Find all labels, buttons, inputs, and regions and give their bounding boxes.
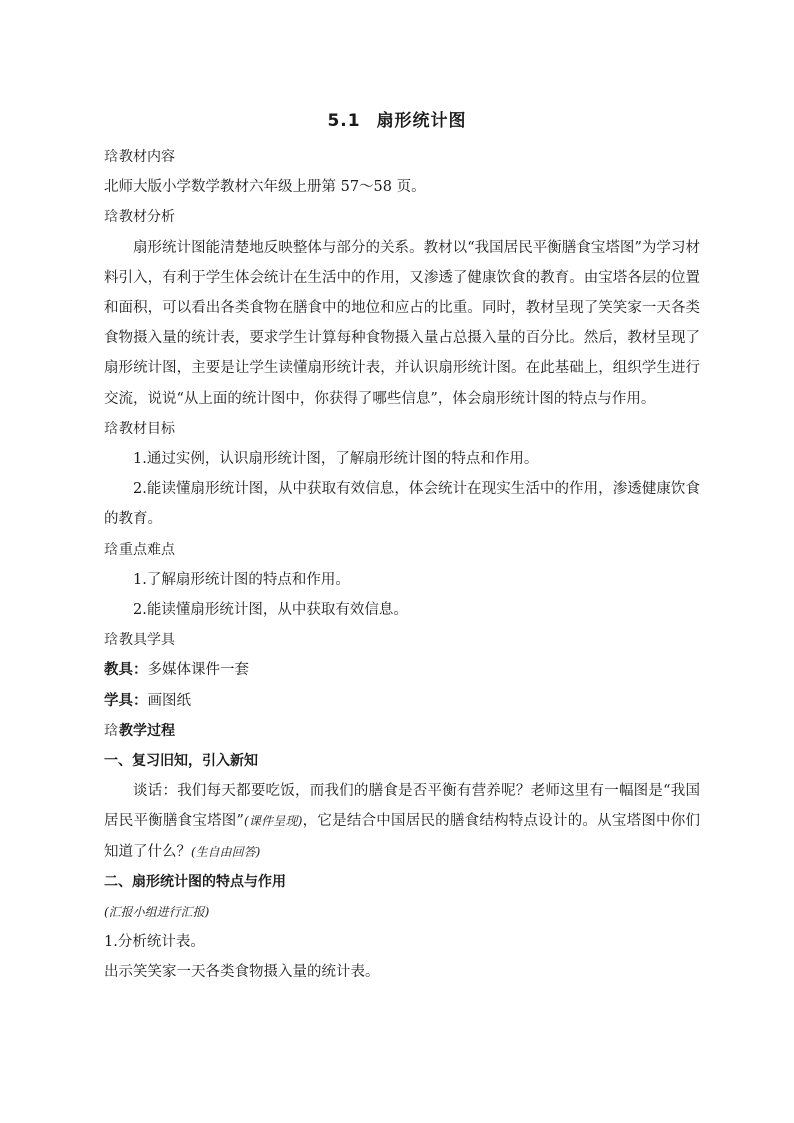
keypoint-1: 1.了解扇形统计图的特点和作用。	[133, 571, 350, 588]
section-mark-icon: 琀	[104, 149, 118, 165]
teacher-tools: 教具：多媒体课件一套	[104, 662, 249, 679]
tools-heading: 琀教具学具	[104, 632, 175, 649]
step-1: 1.分析统计表。	[104, 934, 205, 951]
document-body	[104, 142, 700, 988]
section-mark-icon: 琀	[104, 632, 118, 649]
process-heading: 琀教学过程	[104, 722, 175, 739]
title-text: 扇形统计图	[376, 111, 467, 131]
page-title	[0, 106, 794, 131]
analysis-heading: 琀教材分析	[104, 209, 175, 226]
part2-note: (汇报小组进行汇报)	[104, 905, 210, 920]
content-text: 北师大版小学数学教材六年级上册第 57～58 页。	[104, 179, 426, 196]
section-mark-icon: 琀	[104, 209, 118, 226]
section-mark-icon: 琀	[104, 541, 118, 558]
title-number: 5.1	[327, 111, 361, 131]
part1-title: 一、复习旧知，引入新知	[104, 753, 258, 770]
section-mark-icon: 琀	[104, 420, 118, 437]
student-tools: 学具：画图纸	[104, 692, 191, 709]
goals-heading: 琀教材目标	[104, 420, 175, 437]
content-heading: 琀教材内容	[104, 149, 175, 165]
step-1-text: 出示笑笑家一天各类食物摄入量的统计表。	[104, 964, 380, 981]
analysis-text: 扇形统计图能清楚地反映整体与部分的关系。教材以“我国居民平衡膳食宝塔图”为学习材料引入，有利于学生体会统计在生活中的作用，又渗透了健康饮食的教育。由宝塔各层的位置和面积，可以看出各类食物在膳食中的地位和应占的比重。同时，教材呈现了笑笑家一天各类食物摄入量的统计表，要求学生计算每种食物摄入量占总摄入量的百分比。然后，教材呈现了扇形统计图，主要是让学生读懂扇形统计表，并认识扇形统计图。在此基础上，组织学生进行交流，说说“从上面的统计图中，你获得了哪些信息”，体会扇形统计图的特点与作用。	[104, 239, 700, 407]
goal-2: 2.能读懂扇形统计图，从中获取有效信息，体会统计在现实生活中的作用，渗透健康饮食的教育。	[104, 481, 700, 528]
part2-title: 二、扇形统计图的特点与作用	[104, 873, 286, 890]
goal-1: 1.通过实例，认识扇形统计图，了解扇形统计图的特点和作用。	[133, 451, 539, 468]
keypoint-2: 2.能读懂扇形统计图，从中获取有效信息。	[133, 602, 408, 619]
keypoints-heading: 琀重点难点	[104, 541, 175, 558]
section-mark-icon: 琀	[104, 722, 118, 739]
talk-paragraph: 谈话：我们每天都要吃饭，而我们的膳食是否平衡有营养呢？老师这里有一幅图是“我国居民平衡膳食宝塔图”(课件呈现)，它是结合中国居民的膳食结构特点设计的。从宝塔图中你们知道了什么？(生自由回答)	[104, 783, 700, 860]
